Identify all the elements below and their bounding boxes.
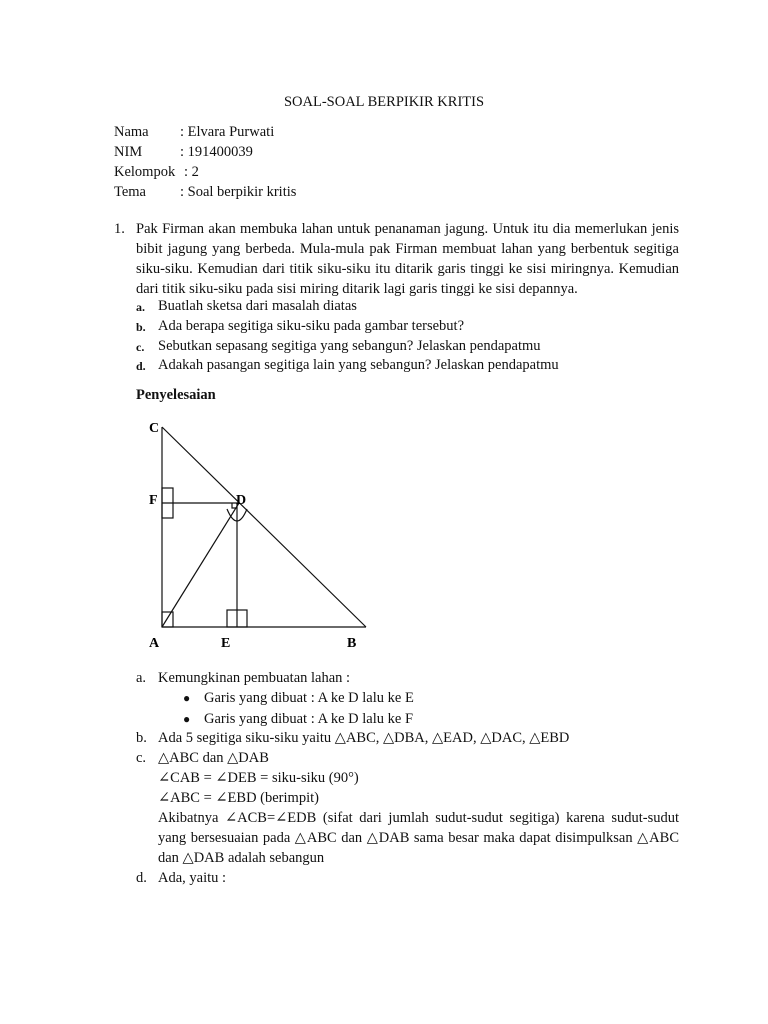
identity-label-nama: Nama (114, 124, 149, 140)
answer-d-text: Ada, yaitu : (158, 870, 227, 886)
segment-ad (162, 503, 239, 627)
answer-letter-c: c. (136, 750, 147, 766)
answer-b-text: Ada 5 segitiga siku-siku yaitu △ABC, △DBA, △EAD, △DAC, △EBD (158, 730, 570, 746)
answer-a-bullet-1: Garis yang dibuat : A ke D lalu ke E (204, 690, 414, 706)
question-number: 1. (114, 221, 125, 237)
answer-c-line-2: ∠CAB = ∠DEB = siku-siku (90°) (158, 770, 359, 786)
label-f: F (149, 493, 158, 508)
triangle-figure (140, 415, 380, 655)
question-text: Pak Firman akan membuka lahan untuk penanaman jagung. Untuk itu dia memerlukan jenis bibit jagung yang berbeda. Mula-mula pak Firman membuat lahan yang berbentuk segitiga siku-siku. Kemudian dari titik siku-siku itu ditarik garis tinggi ke sisi miringnya. Kemudian dari titik siku-siku pada sisi miring ditarik lagi garis tinggi ke sisi depannya. (136, 221, 679, 297)
label-c: C (149, 421, 160, 436)
label-a: A (149, 636, 160, 651)
identity-label-tema: Tema (114, 184, 146, 200)
identity-value-tema: : Soal berpikir kritis (180, 184, 297, 200)
sub-question-letter-b: b. (136, 320, 146, 334)
identity-value-nama: : Elvara Purwati (180, 124, 275, 140)
label-b: B (347, 636, 357, 651)
label-d: D (236, 493, 247, 508)
bullet-icon: ● (183, 712, 191, 726)
solution-heading: Penyelesaian (136, 387, 216, 403)
sub-question-a: Buatlah sketsa dari masalah diatas (158, 298, 357, 314)
sub-question-letter-a: a. (136, 300, 145, 314)
answer-letter-b: b. (136, 730, 147, 746)
sub-question-d: Adakah pasangan segitiga lain yang sebangun? Jelaskan pendapatmu (158, 357, 559, 373)
identity-value-nim: : 191400039 (180, 144, 253, 160)
answer-a-bullet-2: Garis yang dibuat : A ke D lalu ke F (204, 711, 414, 727)
answer-c-line-3: ∠ABC = ∠EBD (berimpit) (158, 790, 319, 806)
sub-question-b: Ada berapa segitiga siku-siku pada gambar tersebut? (158, 318, 465, 334)
answer-c-paragraph: Akibatnya ∠ACB=∠EDB (sifat dari jumlah sudut-sudut segitiga) karena sudut-sudut yang bersesuaian pada △ABC dan △DAB sama besar maka dapat disimpulksan △ABC dan △DAB adalah sebangun (158, 810, 679, 866)
identity-value-kelompok: : 2 (184, 164, 199, 180)
answer-letter-d: d. (136, 870, 147, 886)
page-title: SOAL-SOAL BERPIKIR KRITIS (283, 94, 485, 110)
sub-question-letter-d: d. (136, 359, 146, 373)
label-e: E (221, 636, 231, 651)
side-cb (162, 427, 366, 627)
sub-question-letter-c: c. (136, 340, 145, 354)
sub-question-c: Sebutkan sepasang segitiga yang sebangun? Jelaskan pendapatmu (158, 338, 541, 354)
answer-c-line-1: △ABC dan △DAB (158, 750, 269, 766)
bullet-icon: ● (183, 691, 191, 705)
identity-label-kelompok: Kelompok (114, 164, 176, 180)
answer-a-text: Kemungkinan pembuatan lahan : (158, 670, 351, 686)
identity-label-nim: NIM (114, 144, 143, 160)
answer-letter-a: a. (136, 670, 147, 686)
